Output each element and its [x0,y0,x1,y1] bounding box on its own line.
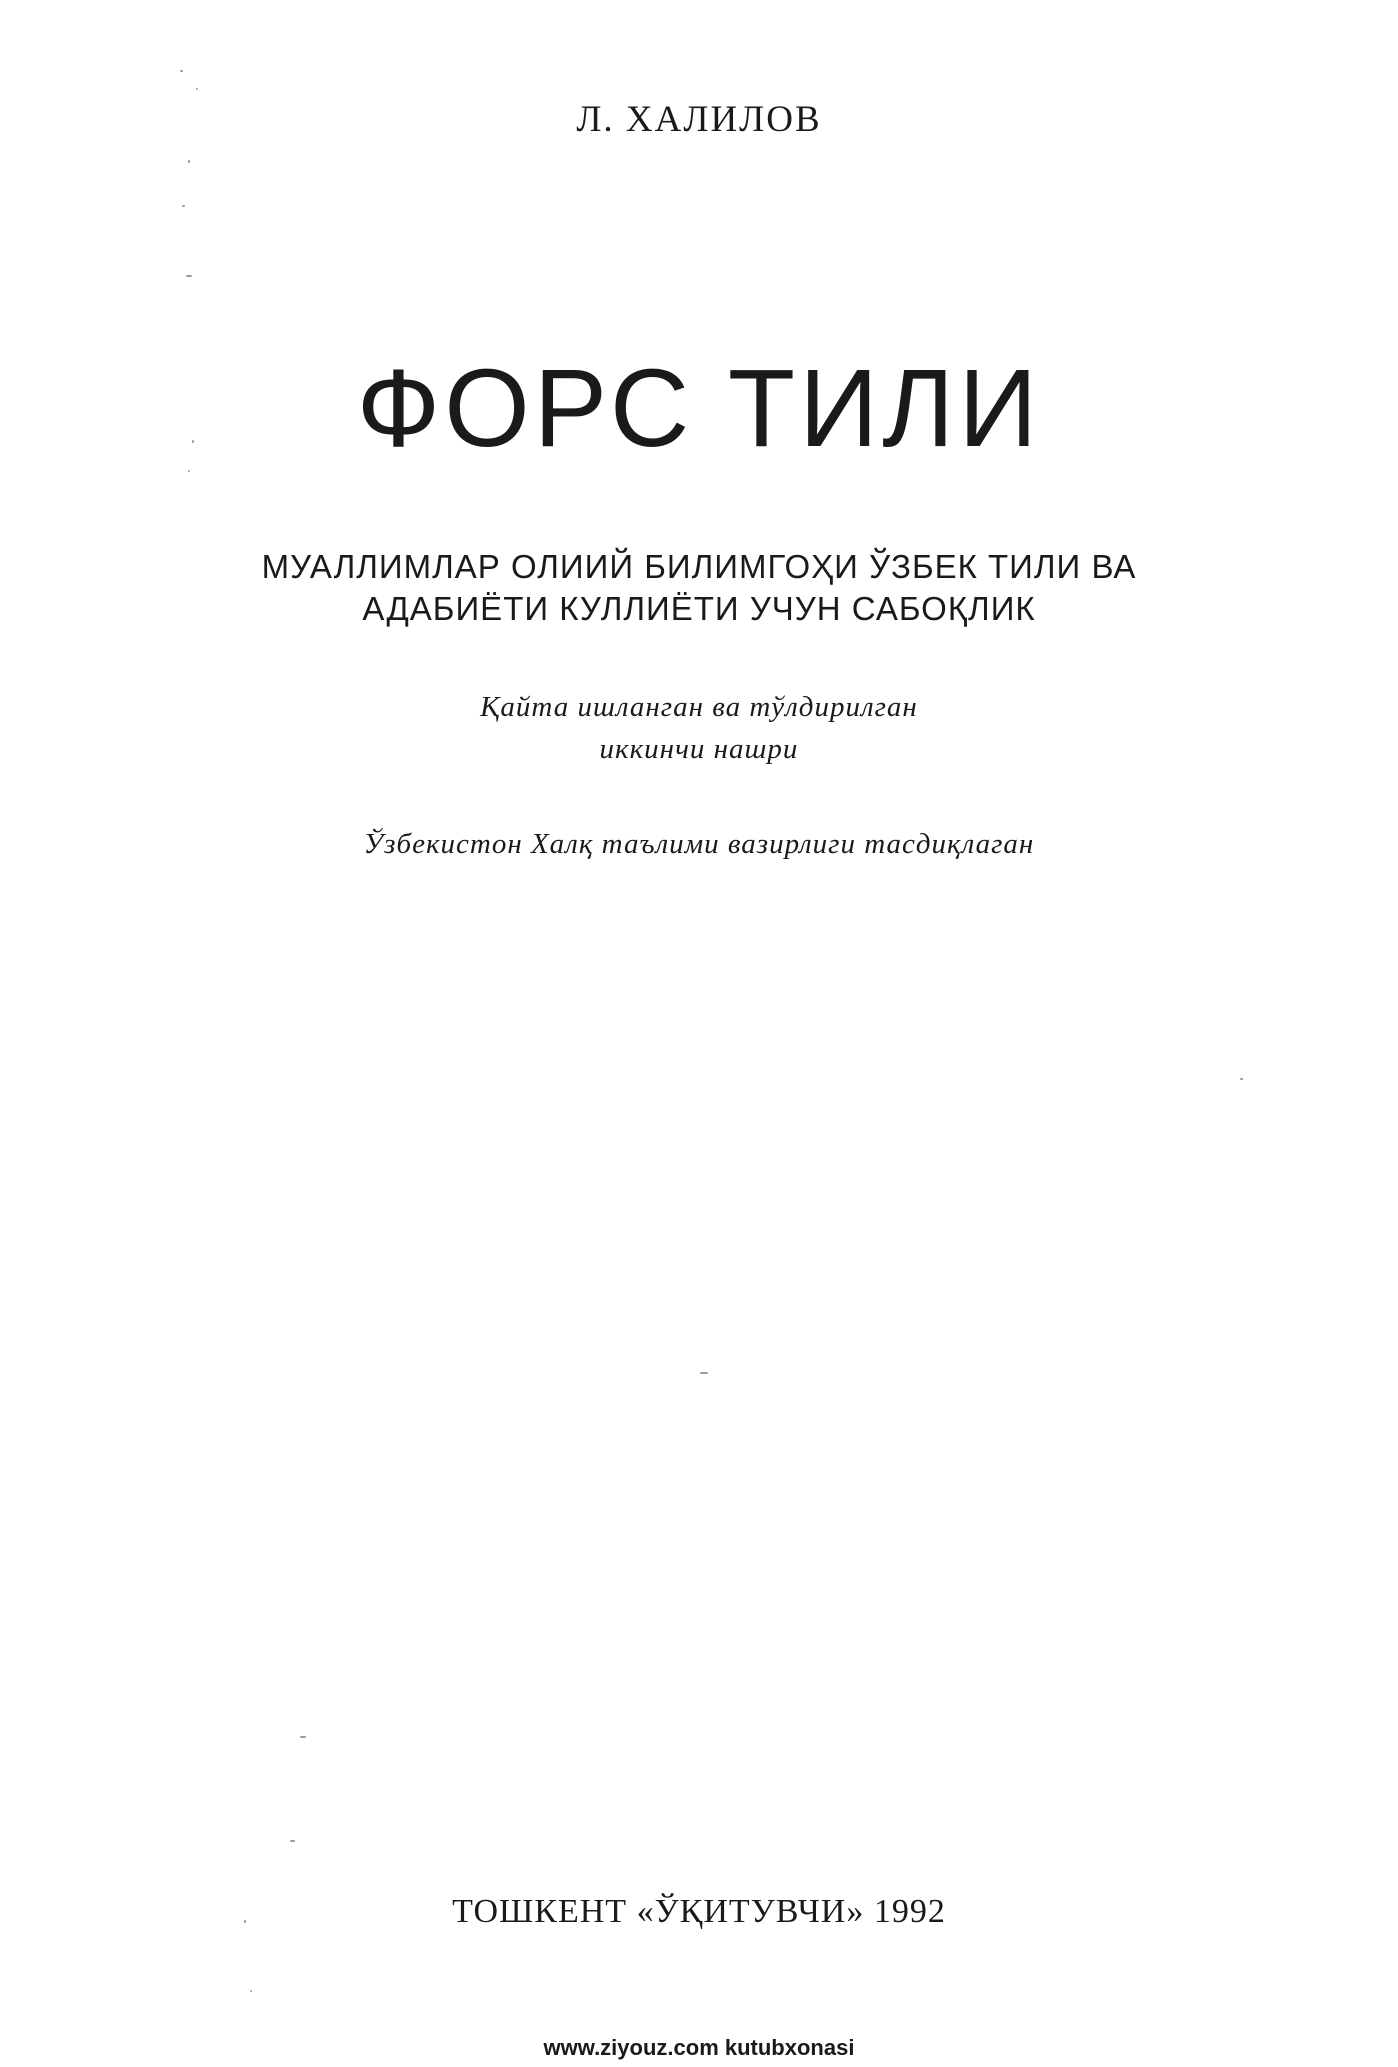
subtitle-line: АДАБИЁТИ КУЛЛИЁТИ УЧУН САБОҚЛИК [362,590,1036,627]
scan-speck [180,70,183,72]
edition-line: Қайта ишланган ва тўлдирилган [480,691,918,723]
scan-speck [196,88,198,90]
subtitle-line: МУАЛЛИМЛАР ОЛИИЙ БИЛИМГОҲИ ЎЗБЕК ТИЛИ ВА [261,548,1137,585]
scan-speck [188,470,190,472]
scan-speck [186,275,192,277]
scan-speck [300,1736,306,1738]
author-name: Л. ХАЛИЛОВ [576,99,822,140]
scan-speck [244,1920,246,1923]
scan-speck [250,1990,252,1992]
book-subtitle [0,546,1398,630]
scan-speck [1240,1078,1243,1080]
edition-note [0,686,1398,770]
scan-speck [290,1840,295,1842]
scan-speck [188,160,190,163]
scan-speck [192,440,194,443]
publisher-imprint: ТОШКЕНТ «ЎҚИТУВЧИ» 1992 [452,1893,946,1930]
approval-note: Ўзбекистон Халқ таълими вазирлиги тасдиқлаган [363,828,1035,860]
scan-speck [182,205,185,207]
scan-speck [700,1372,708,1374]
book-title: ФОРС ТИЛИ [356,347,1042,470]
edition-line: иккинчи нашри [599,733,799,765]
website-watermark: www.ziyouz.com kutubxonasi [543,2035,855,2060]
